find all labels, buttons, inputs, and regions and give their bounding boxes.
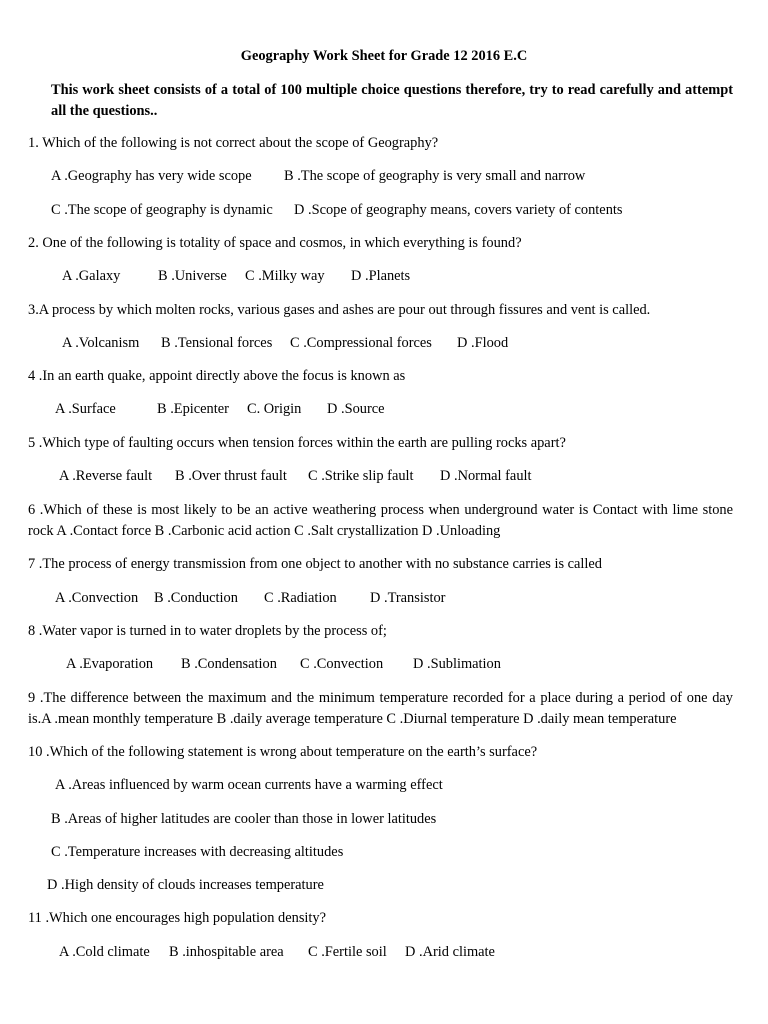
q8-option-d: D .Sublimation [413,656,501,672]
q4-option-a: A .Surface [55,401,116,417]
q11-option-c: C .Fertile soil [308,944,387,960]
q7-option-b: B .Conduction [154,590,238,606]
q2-option-d: D .Planets [351,268,411,284]
q2-option-b: B .Universe [158,268,227,284]
question-2: 2. One of the following is totality of space and cosmos, in which everything is found? [28,235,522,251]
q8-option-c: C .Convection [300,656,384,672]
q3-option-b: B .Tensional forces [161,335,273,351]
q11-option-b: B .inhospitable area [169,944,284,960]
question-10: 10 .Which of the following statement is wrong about temperature on the earth’s surface? [28,744,538,760]
q11-option-a: A .Cold climate [59,944,150,960]
q10-option-a: A .Areas influenced by warm ocean currents have a warming effect [55,777,443,793]
question-9: 9 .The difference between the maximum and the minimum temperature recorded for a place during a period of one day is.A .mean monthly temperature B .daily average temperature C .Diurnal temperature D .daily mean temperature [28,690,733,727]
q1-option-a: A .Geography has very wide scope [51,168,252,184]
question-8: 8 .Water vapor is turned in to water droplets by the process of; [28,623,387,639]
q3-option-d: D .Flood [457,335,509,351]
q5-option-c: C .Strike slip fault [308,468,414,484]
q5-option-b: B .Over thrust fault [175,468,287,484]
worksheet-title: Geography Work Sheet for Grade 12 2016 E.C [240,48,528,64]
q8-option-b: B .Condensation [181,656,277,672]
q4-option-d: D .Source [327,401,385,417]
q2-option-a: A .Galaxy [62,268,121,284]
q8-option-a: A .Evaporation [66,656,154,672]
question-3: 3.A process by which molten rocks, various gases and ashes are pour out through fissures and vent is called. [28,302,651,318]
q7-option-c: C .Radiation [264,590,337,606]
q10-option-b: B .Areas of higher latitudes are cooler than those in lower latitudes [51,811,437,827]
q5-option-d: D .Normal fault [440,468,532,484]
q7-option-a: A .Convection [55,590,139,606]
q4-option-c: C. Origin [247,401,302,417]
question-6: 6 .Which of these is most likely to be an active weathering process when underground water is Contact with lime stone rock A .Contact force B .Carbonic acid action C .Salt crystallization D .Unloading [28,502,733,539]
q10-option-d: D .High density of clouds increases temperature [47,877,324,893]
question-11: 11 .Which one encourages high population density? [28,910,326,926]
question-1: 1. Which of the following is not correct about the scope of Geography? [28,135,439,151]
q3-option-c: C .Compressional forces [290,335,432,351]
q2-option-c: C .Milky way [245,268,325,284]
question-7: 7 .The process of energy transmission from one object to another with no substance carries is called [28,556,602,572]
q7-option-d: D .Transistor [370,590,446,606]
q3-option-a: A .Volcanism [62,335,140,351]
question-5: 5 .Which type of faulting occurs when tension forces within the earth are pulling rocks apart? [28,435,566,451]
q10-option-c: C .Temperature increases with decreasing altitudes [51,844,344,860]
q1-option-d: D .Scope of geography means, covers variety of contents [294,202,623,218]
question-4: 4 .In an earth quake, appoint directly above the focus is known as [28,368,406,384]
q11-option-d: D .Arid climate [405,944,495,960]
worksheet-instructions: This work sheet consists of a total of 100 multiple choice questions therefore, try to read carefully and attempt all the questions.. [51,82,733,119]
q5-option-a: A .Reverse fault [59,468,153,484]
q1-option-b: B .The scope of geography is very small and narrow [284,168,586,184]
q1-option-c: C .The scope of geography is dynamic [51,202,273,218]
q4-option-b: B .Epicenter [157,401,229,417]
